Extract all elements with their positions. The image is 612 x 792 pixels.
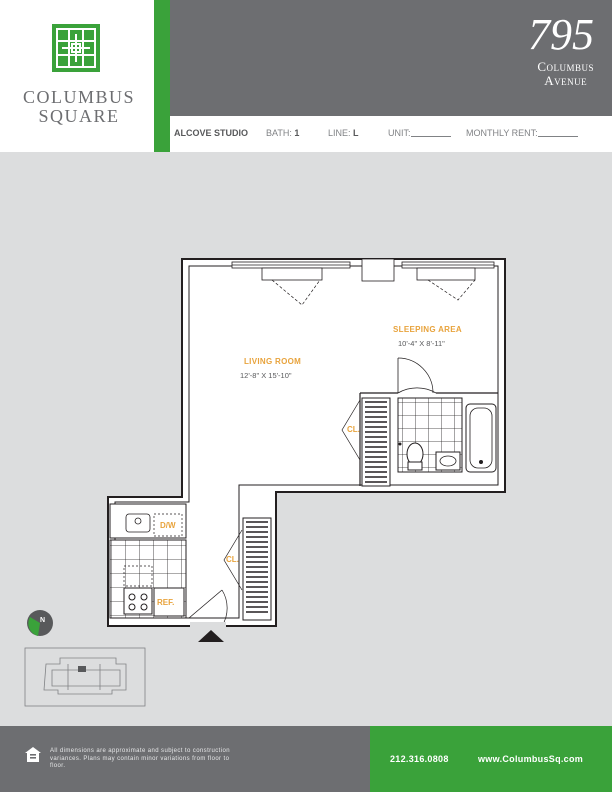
- footer: [0, 726, 612, 792]
- compass-north-label: N: [40, 617, 46, 624]
- floor-plan-drawing: [0, 152, 612, 726]
- brand-name-line2: SQUARE: [38, 106, 120, 126]
- phone-number[interactable]: 212.316.0808: [390, 754, 449, 764]
- equal-housing-icon: [24, 746, 42, 764]
- address-street-line1: Columbus: [537, 59, 594, 74]
- windows: [232, 259, 494, 281]
- bath-info: BATH: 1: [266, 128, 300, 138]
- rent-field: MONTHLY RENT:: [466, 128, 538, 138]
- logo-grid-icon: [52, 24, 100, 72]
- sleeping-area-dimensions: 10'-4" X 8'-11": [398, 339, 445, 348]
- floor-plan-area: [0, 152, 612, 726]
- disclaimer-text: All dimensions are approximate and subject to construction variances. Plans may contain minor variations from floor to floor.: [50, 748, 230, 769]
- footer-disclaimer-block: [0, 726, 370, 792]
- unit-field: UNIT:: [388, 128, 411, 138]
- line-info: LINE: L: [328, 128, 359, 138]
- closet-label-1: CL.: [347, 425, 360, 434]
- living-room-dimensions: 12'-8" X 15'-10": [240, 371, 292, 380]
- refrigerator-label: REF.: [157, 598, 175, 607]
- sleeping-area-title: SLEEPING AREA: [393, 325, 462, 334]
- header: [0, 0, 612, 152]
- website-link[interactable]: www.ColumbusSq.com: [478, 754, 584, 764]
- unit-type: ALCOVE STUDIO: [174, 128, 249, 138]
- dishwasher-label: D/W: [160, 521, 176, 530]
- brand-name-line1: COLUMBUS: [22, 87, 136, 107]
- entry-arrow-icon: [198, 630, 224, 642]
- living-room-title: LIVING ROOM: [244, 357, 302, 366]
- address-block: [170, 0, 612, 116]
- closet-label-2: CL.: [226, 555, 239, 564]
- address-street-line2: Avenue: [544, 73, 588, 88]
- unit-info-line: [174, 128, 604, 142]
- address-number: 795: [528, 10, 594, 59]
- address-street: [537, 60, 594, 88]
- brand-name: [18, 88, 140, 126]
- accent-bar: [154, 0, 170, 152]
